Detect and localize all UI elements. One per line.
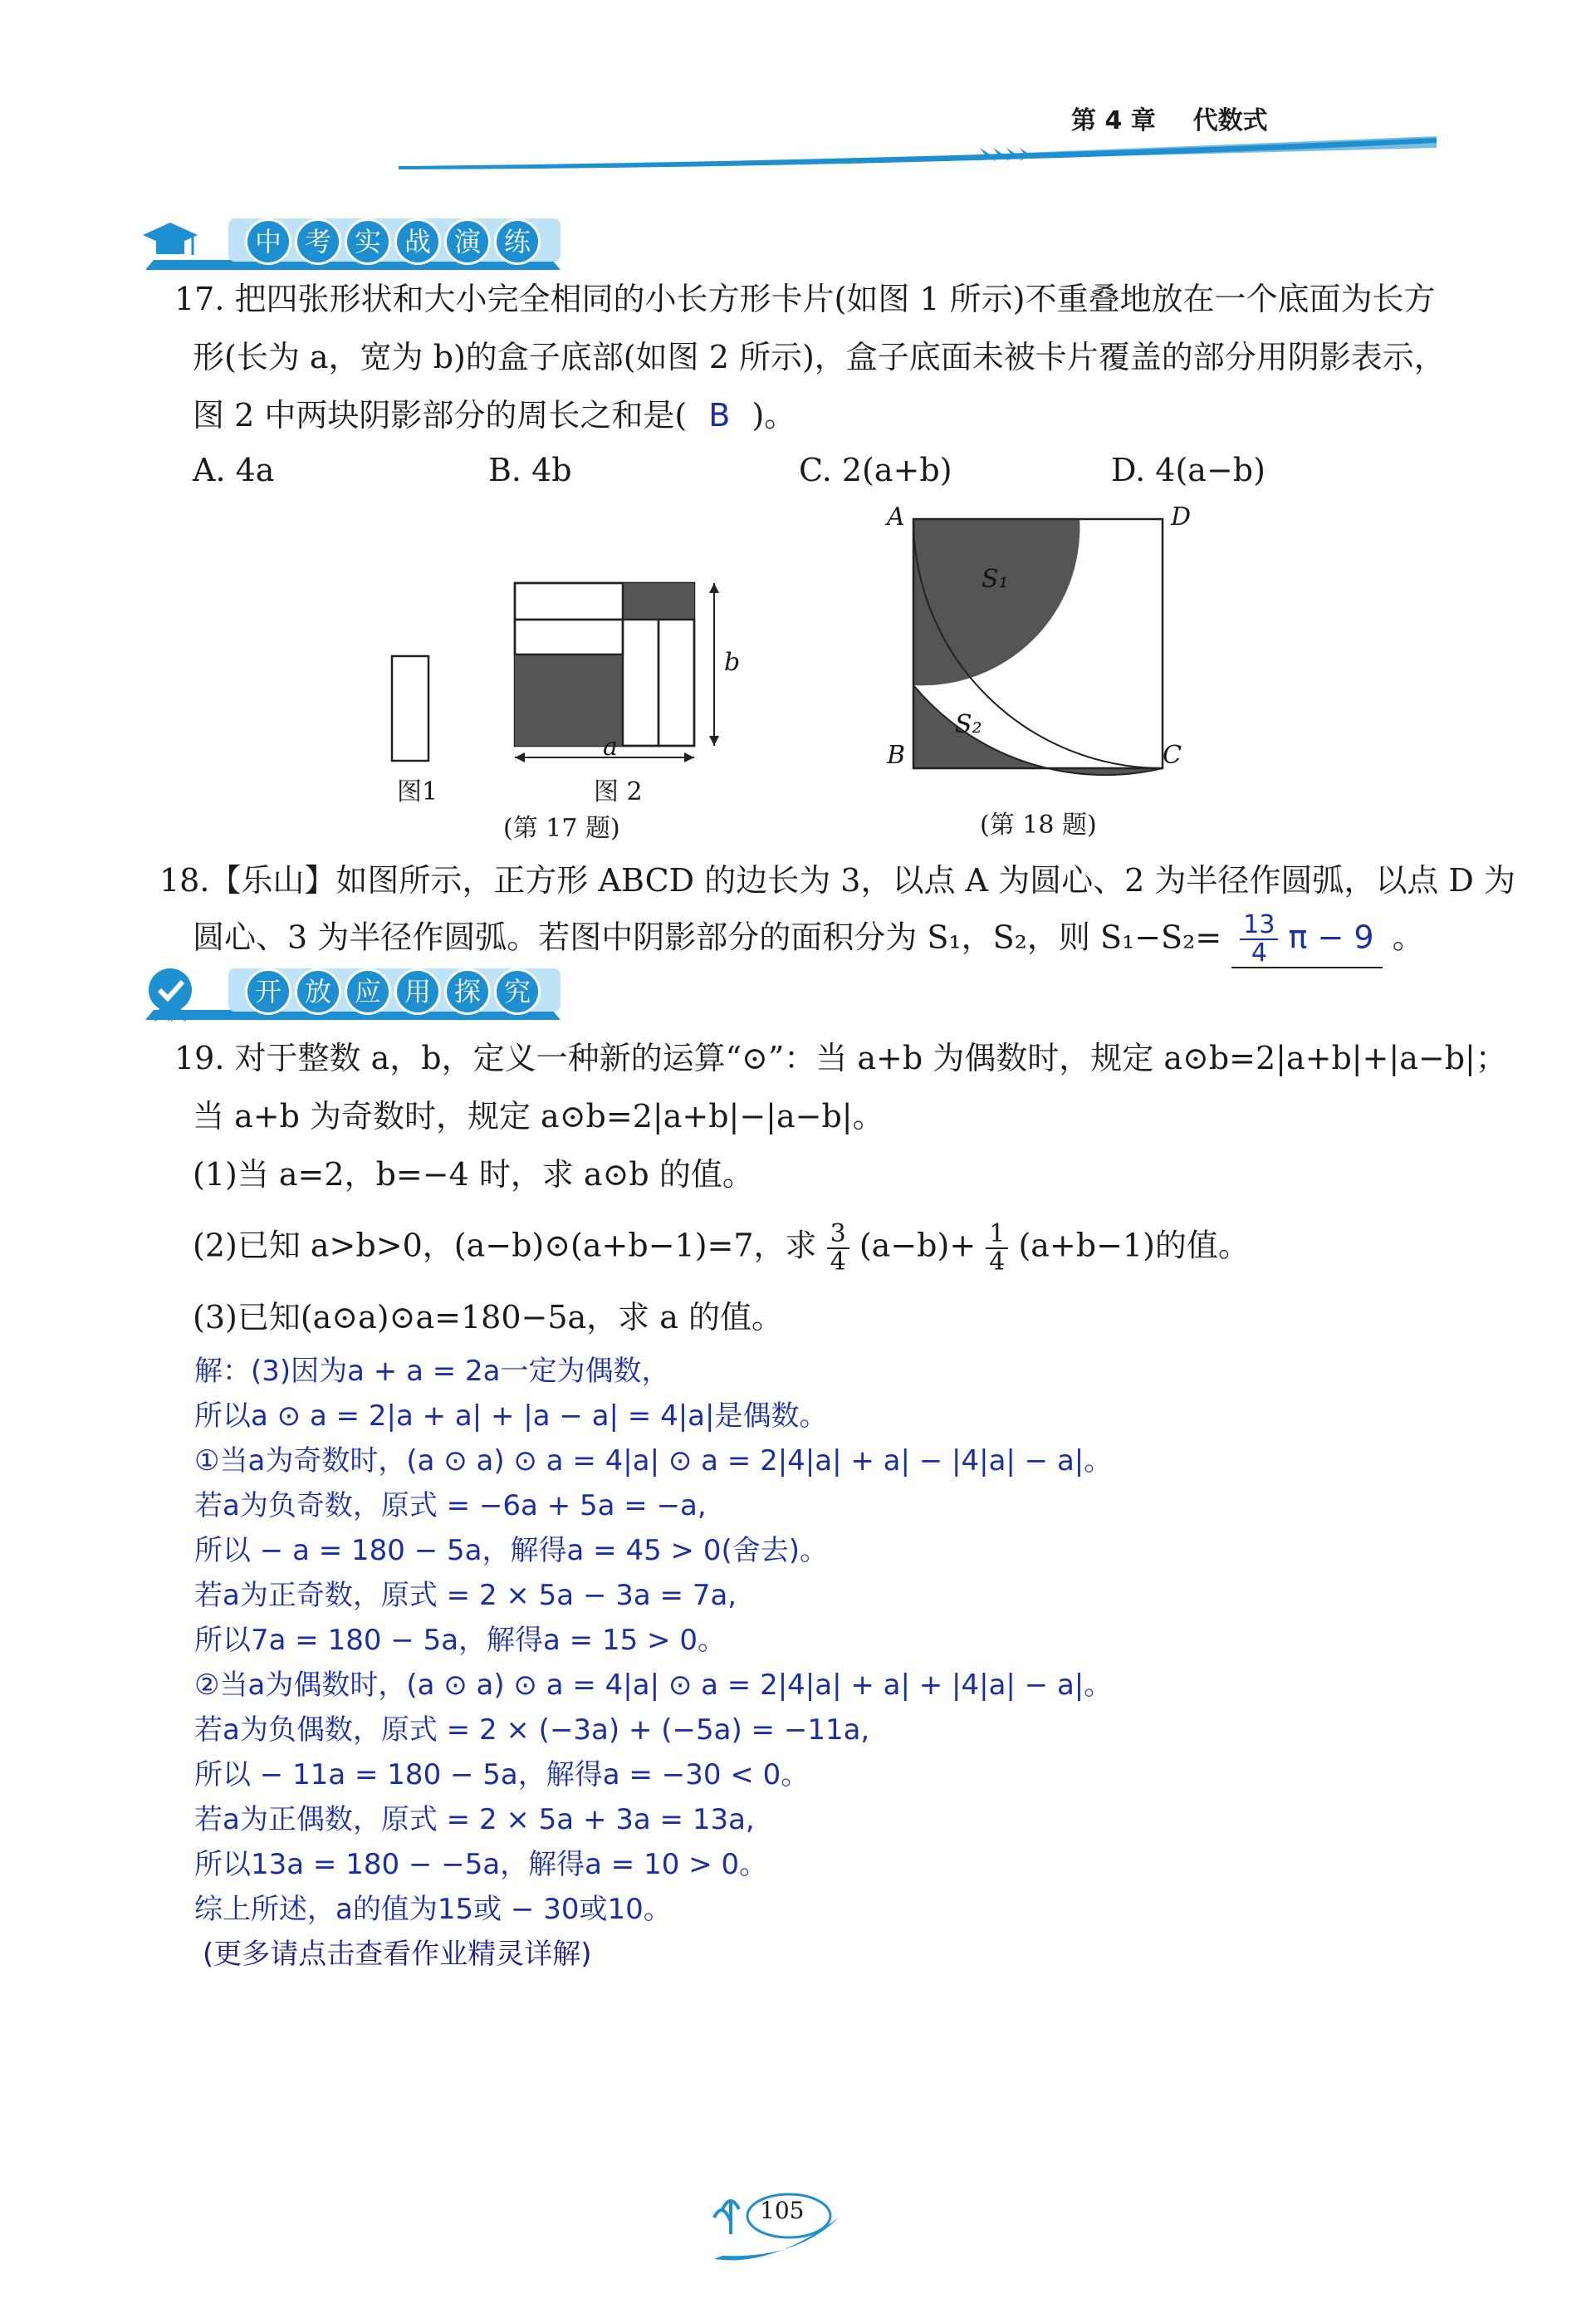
q17-stem: 图 2 中两块阴影部分的周长之和是(	[193, 397, 688, 434]
section-banner-exam-practice	[137, 212, 569, 277]
q19-part2-stem: (2)已知 a>b>0，(a−b)⊙(a+b−1)=7，求	[193, 1227, 817, 1264]
chapter-title: 代数式	[1192, 106, 1268, 135]
solution-line: 若a为正偶数，原式 = 2 × 5a + 3a = 13a,	[194, 1803, 755, 1836]
corner-d: D	[1171, 502, 1192, 532]
q19-frac2-denominator: 4	[989, 1247, 1006, 1277]
q18-figure	[897, 502, 1179, 777]
solution-line: 若a为负奇数，原式 = −6a + 5a = −a,	[194, 1489, 707, 1522]
q18-figure-caption: (第 18 题)	[980, 811, 1097, 840]
fig1-label: 图1	[397, 777, 438, 806]
header-swoosh	[399, 131, 1445, 173]
q19-part2-end: (a+b−1)的值。	[1018, 1227, 1250, 1264]
q19-part2-middle: (a−b)+	[859, 1227, 977, 1264]
q17-option-c: C. 2(a+b)	[799, 452, 952, 488]
q17-figure-caption: (第 17 题)	[503, 814, 620, 843]
q19-part1: (1)当 a=2，b=−4 时，求 a⊙b 的值。	[193, 1156, 754, 1193]
q18-answer-numerator: 13	[1240, 912, 1278, 940]
q18-line1: 18.【乐山】如图所示，正方形 ABCD 的边长为 3，以点 A 为圆心、2 为半径作圆弧，以点 D 为	[159, 862, 1515, 899]
q19-line1: 19. 对于整数 a，b，定义一种新的运算“⊙”：当 a+b 为偶数时，规定 a⊙b=2|a+b|+|a−b|；	[174, 1040, 1507, 1076]
solution-line: 综上所述，a的值为15或 − 30或10。	[194, 1893, 672, 1926]
solution-line: 所以 − a = 180 − 5a，解得a = 45 > 0(舍去)。	[194, 1534, 828, 1567]
q17-answer: B	[708, 397, 731, 434]
q17-option-b: B. 4b	[488, 452, 572, 488]
solution-line: 解：(3)因为a + a = 2a一定为偶数，	[194, 1355, 670, 1388]
q17-line1: 17. 把四张形状和大小完全相同的小长方形卡片(如图 1 所示)不重叠地放在一个底面为长方	[174, 281, 1436, 317]
banner-char: 练	[494, 218, 541, 265]
banner-char: 实	[345, 218, 391, 265]
badge-check-icon	[141, 965, 199, 1023]
graduation-cap-icon	[141, 218, 199, 268]
banner-char: 战	[394, 218, 441, 265]
solution-line: ②当a为偶数时，(a ⊙ a) ⊙ a = 4|a| ⊙ a = 2|4|a| + a| + |4|a| − a|。	[194, 1669, 1113, 1702]
page-number: 105	[760, 2197, 805, 2224]
corner-b: B	[887, 741, 906, 770]
banner-char: 究	[494, 968, 541, 1015]
q18-stem: 圆心、3 为半径作圆弧。若图中阴影部分的面积分为 S₁，S₂，则 S₁−S₂=	[193, 919, 1222, 956]
solution-line: 所以7a = 180 − 5a，解得a = 15 > 0。	[194, 1624, 726, 1657]
section-banner-open-application	[137, 962, 569, 1027]
banner-char: 放	[295, 968, 341, 1015]
q18-line2	[193, 912, 1424, 968]
q19-frac2-numerator: 1	[986, 1221, 1008, 1249]
banner-char: 考	[295, 218, 341, 265]
fig1-card	[392, 656, 428, 761]
q18-stem-end: 。	[1392, 919, 1424, 956]
solution-line: 所以 − 11a = 180 − 5a，解得a = −30 < 0。	[194, 1758, 810, 1791]
q17-option-a: A. 4a	[193, 452, 275, 488]
fig2-shade-top	[623, 583, 694, 620]
q18-answer-denominator: 4	[1251, 939, 1267, 968]
s1-label: S₁	[982, 565, 1009, 594]
q17-line3	[193, 394, 796, 437]
fig-b-label: b	[724, 648, 741, 677]
q19-line2: 当 a+b 为奇数时，规定 a⊙b=2|a+b|−|a−b|。	[193, 1098, 884, 1135]
q17-line2: 形(长为 a，宽为 b)的盒子底部(如图 2 所示)，盒子底面未被卡片覆盖的部分用阴影表示，	[193, 339, 1446, 375]
banner-open-application-label	[245, 968, 544, 1015]
fig2-label: 图 2	[594, 777, 643, 806]
q19-frac1-denominator: 4	[830, 1247, 846, 1277]
q18-answer	[1231, 912, 1382, 968]
q17-stem-end: )。	[751, 397, 796, 434]
q19-frac1-numerator: 3	[827, 1221, 849, 1249]
corner-c: C	[1163, 741, 1182, 770]
banner-char: 中	[245, 218, 291, 265]
solution-line: 若a为负偶数，原式 = 2 × (−3a) + (−5a) = −11a,	[194, 1713, 870, 1747]
q17-option-d: D. 4(a−b)	[1111, 452, 1266, 488]
banner-char: 开	[245, 968, 291, 1015]
fig-a-label: a	[603, 733, 618, 762]
s2-label: S₂	[955, 710, 982, 739]
chapter-number: 第 4 章	[1071, 106, 1156, 135]
solution-line: ①当a为奇数时，(a ⊙ a) ⊙ a = 4|a| ⊙ a = 2|4|a| + a| − |4|a| − a|。	[194, 1444, 1113, 1478]
banner-char: 应	[345, 968, 391, 1015]
banner-char: 演	[444, 218, 491, 265]
q17-figure	[382, 565, 747, 781]
q18-answer-rest: π − 9	[1288, 919, 1374, 956]
banner-char: 探	[444, 968, 491, 1015]
solution-line: 所以13a = 180 − −5a，解得a = 10 > 0。	[194, 1848, 768, 1881]
more-details-link[interactable]: (更多请点击查看作业精灵详解)	[203, 1938, 592, 1971]
q18-shade-s2	[913, 685, 1163, 775]
banner-char: 用	[394, 968, 441, 1015]
corner-a: A	[887, 502, 905, 532]
q19-part2	[193, 1221, 1250, 1276]
solution-line: 若a为正奇数，原式 = 2 × 5a − 3a = 7a,	[194, 1579, 737, 1612]
q19-part3: (3)已知(a⊙a)⊙a=180−5a，求 a 的值。	[193, 1299, 783, 1335]
solution-block	[194, 1349, 1112, 1977]
banner-exam-practice-label	[245, 218, 544, 265]
solution-line: 所以a ⊙ a = 2|a + a| + |a − a| = 4|a|是偶数。	[194, 1399, 828, 1433]
